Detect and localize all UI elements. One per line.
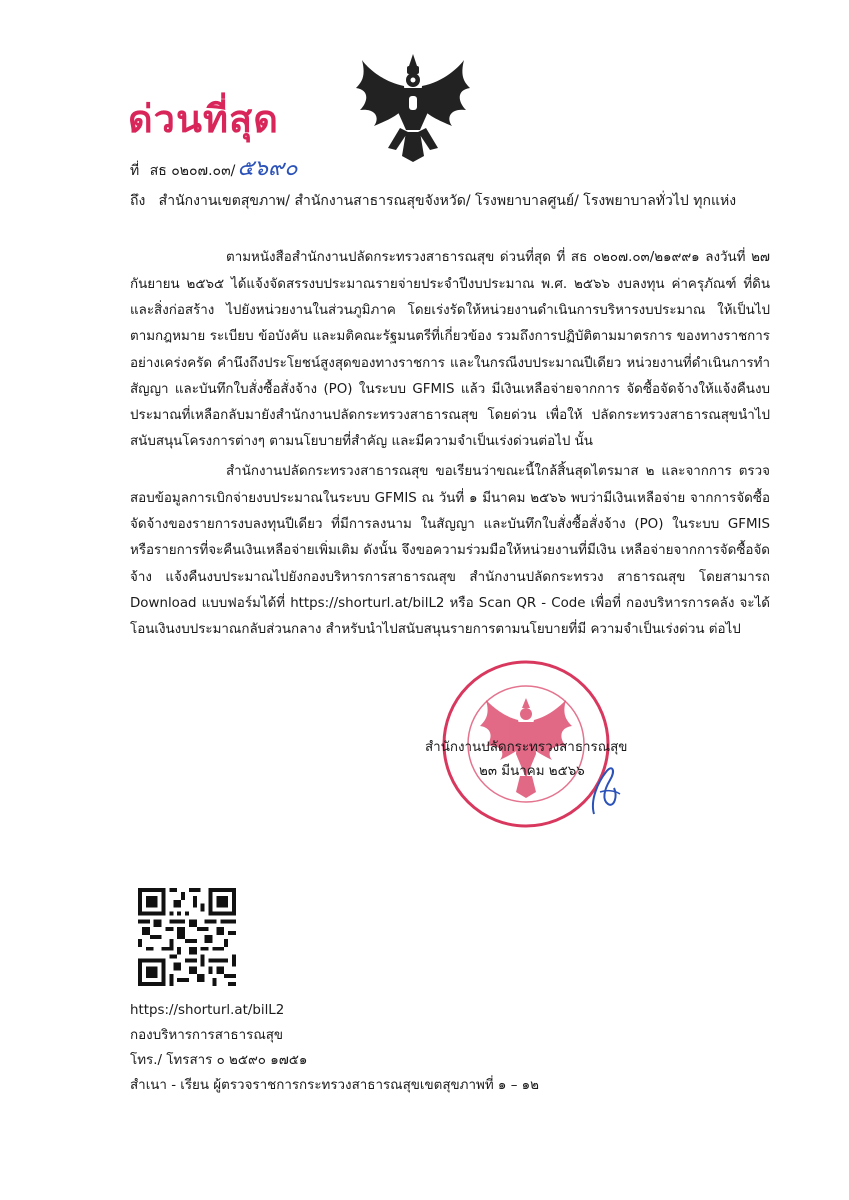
reference-line: [130, 150, 298, 185]
ref-number: สธ ๐๒๐๗.๐๓/: [149, 163, 236, 179]
recipient-line: [130, 190, 736, 212]
footer-url-link[interactable]: https://shorturl.at/bilL2: [130, 1003, 285, 1018]
body-paragraph-1: ตามหนังสือสำนักงานปลัดกระทรวงสาธารณสุข ด่วนที่สุด ที่ สธ ๐๒๐๗.๐๓/๒๑๙๙๑ ลงวันที่ ๒๗ กันยายน ๒๕๖๕ ได้แจ้งจัดสรรงบประมาณรายจ่ายประจำปีงบประมาณ พ.ศ. ๒๕๖๖ งบลงทุน ค่าครุภัณฑ์ ที่ดินและสิ่งก่อสร้าง ไปยังหน่วยงานในส่วนภูมิภาค โดยเร่งรัดให้หน่วยงานดำเนินการบริหารงบประมาณ ให้เป็นไปตามกฎหมาย ระเบียบ ข้อบังคับ และมติคณะรัฐมนตรีที่เกี่ยวข้อง รวมถึงการปฏิบัติตามมาตรการ ของทางราชการอย่างเคร่งครัด คำนึงถึงประโยชน์สูงสุดของทางราชการ และในกรณีงบประมาณปีเดียว หน่วยงานที่ดำเนินการทำสัญญา และบันทึกใบสั่งซื้อสั่งจ้าง (PO) ในระบบ GFMIS แล้ว มีเงินเหลือจ่ายจากการ จัดซื้อจัดจ้างให้แจ้งคืนงบประมาณที่เหลือกลับมายังสำนักงานปลัดกระทรวงสาธารณสุข โดยด่วน เพื่อให้ ปลัดกระทรวงสาธารณสุขนำไปสนับสนุนโครงการต่างๆ ตามนโยบายที่สำคัญ และมีความจำเป็นเร่งด่วนต่อไป นั้น: [130, 250, 770, 450]
ref-label: ที่: [130, 163, 140, 179]
footer-phone: โทร./ โทรสาร ๐ ๒๕๙๐ ๑๗๕๑: [130, 1053, 308, 1068]
qr-code-icon[interactable]: [138, 888, 236, 986]
body-paragraph-2: สำนักงานปลัดกระทรวงสาธารณสุข ขอเรียนว่าขณะนี้ใกล้สิ้นสุดไตรมาส ๒ และจากการ ตรวจสอบข้อมูลการเบิกจ่ายงบประมาณในระบบ GFMIS ณ วันที่ ๑ มีนาคม ๒๕๖๖ พบว่ามีเงินเหลือจ่าย จากการจัดซื้อจัดจ้างของรายการงบลงทุนปีเดียว ที่มีการลงนาม ในสัญญา และบันทึกใบสั่งซื้อสั่งจ้าง (PO) ในระบบ GFMIS หรือรายการที่จะคืนเงินเหลือจ่ายเพิ่มเติม ดังนั้น จึงขอความร่วมมือให้หน่วยงานที่มีเงิน เหลือจ่ายจากการจัดซื้อจัดจ้าง แจ้งคืนงบประมาณไปยังกองบริหารการสาธารณสุข สำนักงานปลัดกระทรวง สาธารณสุข โดยสามารถ Download แบบฟอร์มได้ที่ https://shorturl.at/bilL2 หรือ Scan QR - Code เพื่อที่ กองบริหารการคลัง จะได้โอนเงินงบประมาณกลับส่วนกลาง สำหรับนำไปสนับสนุนรายการตามนโยบายที่มี ความจำเป็นเร่งด่วน ต่อไป: [130, 464, 770, 638]
footer-copy-to: สำเนา - เรียน ผู้ตรวจราชการกระทรวงสาธารณสุขเขตสุขภาพที่ ๑ – ๑๒: [130, 1078, 539, 1093]
urgency-stamp: ด่วนที่สุด: [128, 96, 279, 141]
footer-division: กองบริหารการสาธารณสุข: [130, 1028, 284, 1043]
issuing-office: สำนักงานปลัดกระทรวงสาธารณสุข: [425, 740, 628, 755]
to-recipients: สำนักงานเขตสุขภาพ/ สำนักงานสาธารณสุขจังหวัด/ โรงพยาบาลศูนย์/ โรงพยาบาลทั่วไป ทุกแห่ง: [158, 193, 737, 209]
issue-date: ๒๓ มีนาคม ๒๕๖๖: [479, 764, 585, 779]
footer-contact: [130, 998, 539, 1098]
garuda-emblem-icon: [352, 52, 474, 162]
ref-handwritten-number: ๕๖๙๐: [237, 156, 298, 181]
handwritten-signature: [580, 752, 628, 822]
to-label: ถึง: [130, 193, 146, 209]
